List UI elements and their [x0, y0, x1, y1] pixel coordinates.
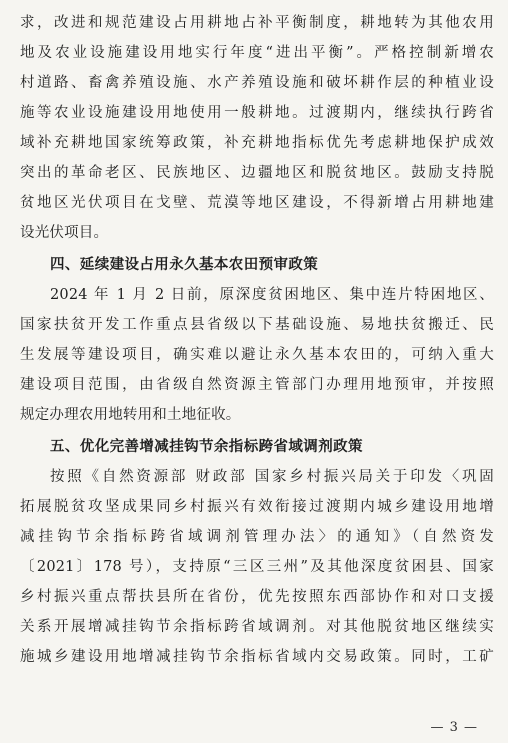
- page-number: — 3 —: [430, 720, 478, 735]
- text-line: 域补充耕地国家统筹政策，补充耕地指标优先考虑耕地保护成效: [20, 135, 494, 151]
- text-line: 关系开展增减挂钩节余指标跨省域调剂。对其他脱贫地区继续实: [20, 619, 494, 635]
- text-line: 乡村振兴重点帮扶县所在省份，优先按照东西部协作和对口支援: [20, 589, 494, 605]
- text-line: 求，改进和规范建设占用耕地占补平衡制度，耕地转为其他农用: [20, 15, 494, 31]
- text-line: 国家扶贫开发工作重点县省级以下基础设施、易地扶贫搬迁、民: [20, 317, 494, 333]
- text-line: 施等农业设施建设用地使用一般耕地。过渡期内，继续执行跨省: [20, 105, 494, 121]
- section-heading-4: 四、延续建设占用永久基本农田预审政策: [50, 257, 319, 273]
- text-line: 突出的革命老区、民族地区、边疆地区和脱贫地区。鼓励支持脱: [20, 165, 494, 181]
- paragraph-farmland-pre-review: [20, 280, 494, 430]
- text-line: 减挂钩节余指标跨省域调剂管理办法〉的通知》（自然资发: [20, 529, 494, 545]
- text-line: 设光伏项目。: [20, 225, 109, 241]
- text-line: 建设项目范围，由省级自然资源主管部门办理用地预审，并按照: [20, 377, 494, 393]
- text-line: 按照《自然资源部 财政部 国家乡村振兴局关于印发〈巩固: [50, 469, 494, 485]
- text-line: 村道路、畜禽养殖设施、水产养殖设施和破坏耕作层的种植业设: [20, 75, 494, 91]
- text-line: 规定办理农用地转用和土地征收。: [20, 407, 241, 423]
- paragraph-arable-land-balance: [20, 8, 494, 248]
- text-line: 拓展脱贫攻坚成果同乡村振兴有效衔接过渡期内城乡建设用地增: [20, 499, 494, 515]
- text-line: 贫地区光伏项目在戈壁、荒漠等地区建设，不得新增占用耕地建: [20, 195, 494, 211]
- text-line: 2024 年 1 月 2 日前，原深度贫困地区、集中连片特困地区、: [50, 287, 494, 303]
- text-line: 〔2021〕178 号），支持原“三区三州”及其他深度贫困县、国家: [20, 559, 494, 575]
- section-heading-5: 五、优化完善增减挂钩节余指标跨省域调剂政策: [50, 439, 363, 455]
- text-line: 施城乡建设用地增减挂钩节余指标省域内交易政策。同时，工矿: [20, 649, 494, 665]
- text-line: 生发展等建设项目，确实难以避让永久基本农田的，可纳入重大: [20, 347, 494, 363]
- paragraph-quota-adjustment: [20, 462, 494, 672]
- text-line: 地及农业设施建设用地实行年度“进出平衡”。严格控制新增农: [20, 45, 494, 61]
